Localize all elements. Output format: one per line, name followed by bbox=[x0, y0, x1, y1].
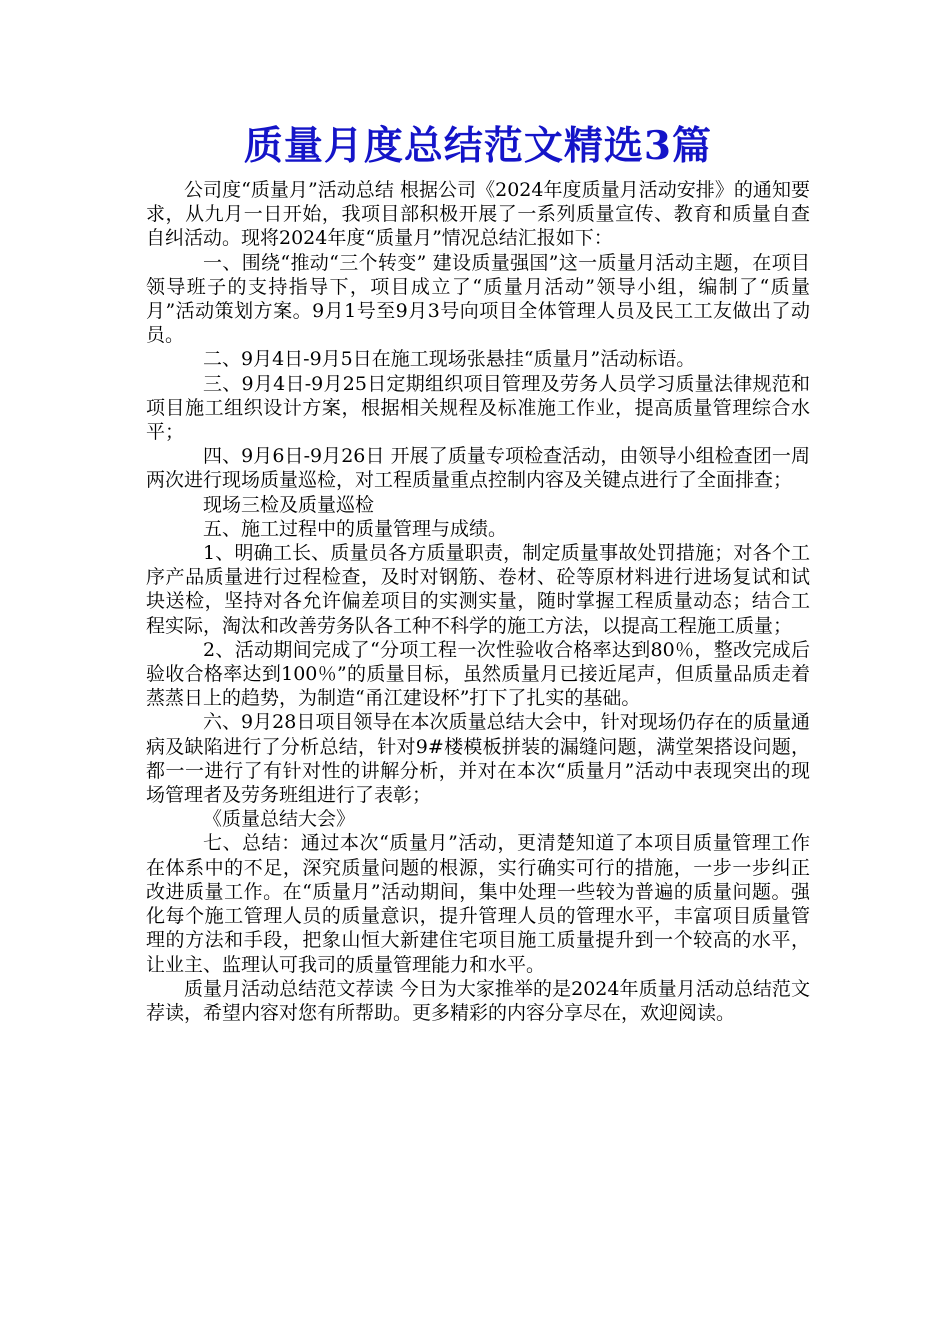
paragraph-section-2: 二、9月4日-9月5日在施工现场张悬挂“质量月”活动标语。 bbox=[203, 348, 696, 371]
paragraph-section-6: 六、9月28日项目领导在本次质量总结大会中，针对现场仍存在的质量通病及缺陷进行了分析总结，针对9#楼模板拼装的漏缝问题，满堂架搭设问题，都一一进行了有针对性的讲解分析，并对在本次“质量月”活动中表现突出的现场管理者及劳务班组进行了表彰； bbox=[146, 711, 810, 807]
paragraph-caption-meeting: 《质量总结大会》 bbox=[203, 808, 356, 831]
paragraph-caption-inspection: 现场三检及质量巡检 bbox=[203, 493, 375, 516]
paragraph-section-3: 三、9月4日-9月25日定期组织项目管理及劳务人员学习质量法律规范和项目施工组织设计方案，根据相关规程及标准施工作业，提高质量管理综合水平； bbox=[146, 372, 810, 444]
document-body bbox=[146, 178, 810, 1025]
paragraph-recommendation: 质量月活动总结范文荐读 今日为大家推举的是2024年质量月活动总结范文荐读，希望内容对您有所帮助。更多精彩的内容分享尽在，欢迎阅读。 bbox=[146, 977, 810, 1024]
paragraph-section-4: 四、9月6日-9月26日 开展了质量专项检查活动，由领导小组检查团一周两次进行现场质量巡检，对工程质量重点控制内容及关键点进行了全面排查； bbox=[146, 445, 810, 492]
paragraph-section-7: 七、总结：通过本次“质量月”活动，更清楚知道了本项目质量管理工作在体系中的不足，深究质量问题的根源，实行确实可行的措施，一步一步纠正改进质量工作。在“质量月”活动期间，集中处理一些较为普遍的质量问题。强化每个施工管理人员的质量意识，提升管理人员的管理水平，丰富项目质量管理的方法和手段，把象山恒大新建住宅项目施工质量提升到一个较高的水平，让业主、监理认可我司的质量管理能力和水平。 bbox=[146, 832, 810, 976]
paragraph-intro: 公司度“质量月”活动总结 根据公司《2024年度质量月活动安排》的通知要求，从九月一日开始，我项目部积极开展了一系列质量宣传、教育和质量自查自纠活动。现将2024年度“质量月”情况总结汇报如下： bbox=[146, 179, 810, 250]
paragraph-item-1: 1、明确工长、质量员各方质量职责，制定质量事故处罚措施；对各个工序产品质量进行过程检查，及时对钢筋、卷材、砼等原材料进行进场复试和试块送检，坚持对各允许偏差项目的实测实量，随时掌握工程质量动态；结合工程实际，淘汰和改善劳务队各工种不科学的施工方法，以提高工程施工质量； bbox=[146, 542, 810, 637]
document-title: 质量月度总结范文精选3篇 bbox=[243, 123, 713, 169]
paragraph-section-1: 一、围绕“推动“三个转变” 建设质量强国”这一质量月活动主题，在项目领导班子的支持指导下，项目成立了“质量月活动”领导小组，编制了“质量月”活动策划方案。9月1号至9月3号向项目全体管理人员及民工工友做出了动员。 bbox=[146, 251, 810, 347]
paragraph-section-5: 五、施工过程中的质量管理与成绩。 bbox=[203, 517, 508, 540]
paragraph-item-2: 2、活动期间完成了“分项工程一次性验收合格率达到80％，整改完成后验收合格率达到100％”的质量目标，虽然质量月已接近尾声，但质量品质走着蒸蒸日上的趋势，为制造“甬江建设杯”打下了扎实的基础。 bbox=[146, 638, 810, 710]
